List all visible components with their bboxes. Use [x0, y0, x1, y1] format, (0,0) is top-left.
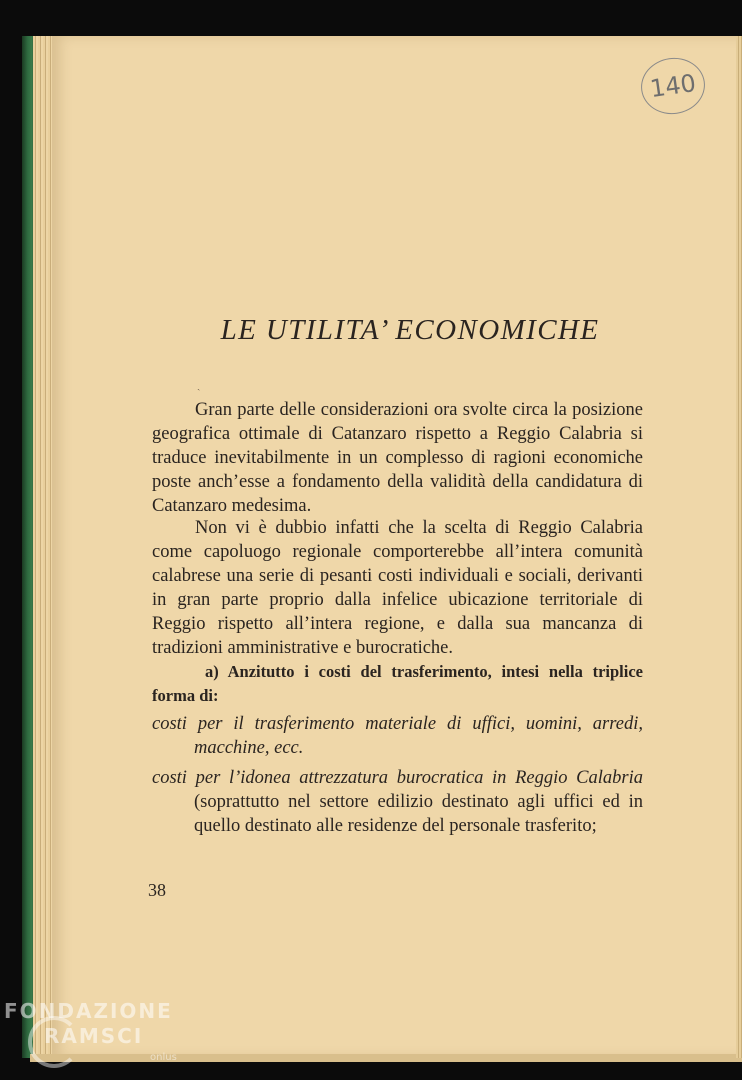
paragraph-2-text: Non vi è dubbio infatti che la scelta di Reggio Calabria come capoluogo regionale comporterebbe all’intera comunità calabrese una serie di pesanti costi individuali e sociali, derivanti in gran parte proprio dalla infelice ubicazione territoriale di Reggio rispetto all’intera regione, e dalla sua mancanza di tradizioni amministrative e burocratiche. — [152, 518, 643, 658]
page-stack-edge — [33, 36, 53, 1058]
archive-stamp: 140 — [637, 54, 708, 118]
list-item — [152, 766, 643, 838]
paragraph-1 — [152, 398, 643, 518]
list-item-italic: costi per l’idonea attrezzatura burocratica in Reggio Calabria — [152, 768, 643, 788]
paragraph-3-text: a) Anzitutto i costi del trasferimento, intesi nella triplice forma di: — [152, 662, 643, 705]
page-bottom-edge — [30, 1054, 742, 1062]
watermark-line-2: RAMSCI — [44, 1024, 144, 1048]
paragraph-3 — [152, 660, 643, 708]
list-item — [152, 712, 643, 760]
paragraph-2 — [152, 516, 643, 660]
watermark-line-1: FONDAZIONE — [4, 999, 173, 1023]
page-title: LE UTILITA’ ECONOMICHE — [220, 314, 600, 346]
watermark-line-3: onlus — [150, 1052, 177, 1063]
ink-mark: ˎ — [197, 380, 201, 391]
paragraph-1-text: Gran parte delle considerazioni ora svolte circa la posizione geografica ottimale di Catanzaro rispetto a Reggio Calabria si traduce inevitabilmente in un complesso di ragioni economiche poste anch’esse a fondamento della validità della candidatura di Catanzaro medesima. — [152, 400, 643, 516]
list-item-italic: costi per il trasferimento materiale di uffici, uomini, arredi, macchine, ecc. — [152, 714, 643, 758]
page-number: 38 — [148, 880, 166, 900]
list-item-rest: (soprattutto nel settore edilizio destinato agli uffici ed in quello destinato alle residenze del personale trasferito; — [194, 792, 643, 836]
page-right-edge — [736, 36, 742, 1058]
